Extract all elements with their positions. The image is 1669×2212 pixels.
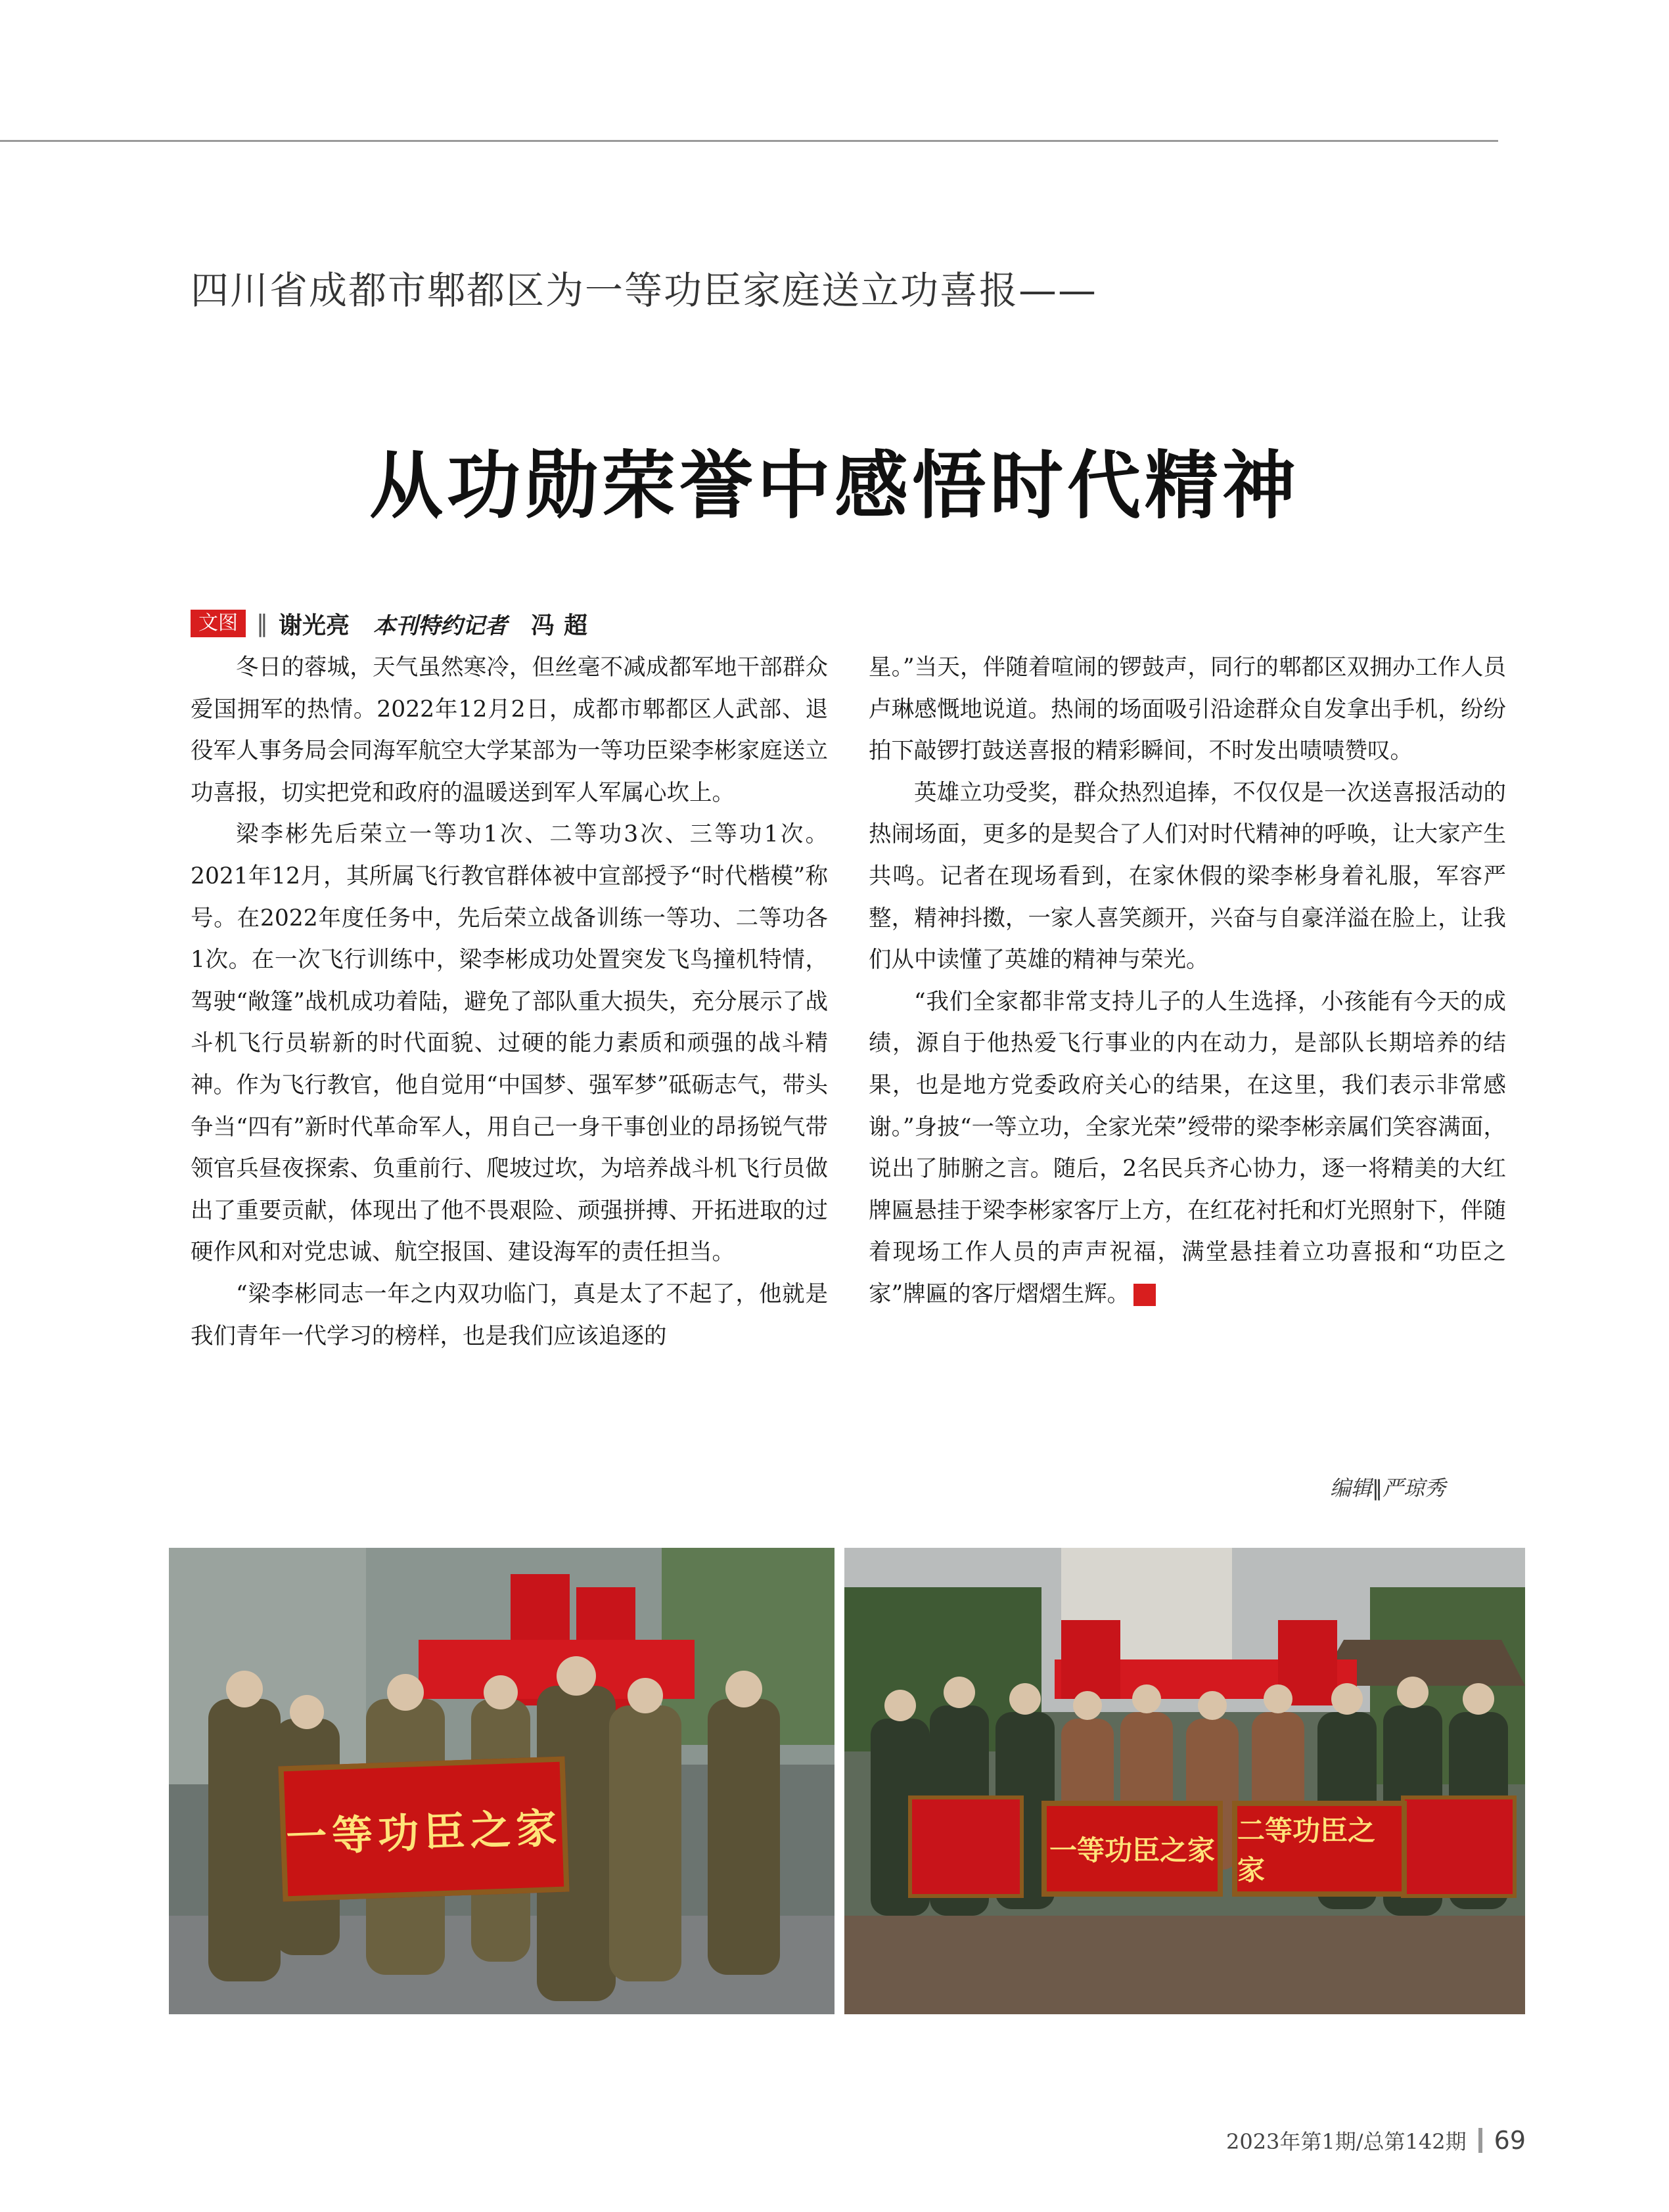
issue-label: 2023年第1期/总第142期 [1225,2129,1467,2154]
page-footer [1226,2121,1526,2160]
photo-procession [169,1548,834,2014]
author-name: 谢光亮 [279,612,350,639]
author-role: 本刊特约记者 [373,612,508,639]
article-column-left [191,647,828,1357]
folio-divider [1478,2128,1482,2153]
headline: 从功勋荣誉中感悟时代精神 [369,443,1300,529]
honor-plaque: 一等功臣之家 [279,1756,570,1901]
author-name: 冯超 [531,612,597,639]
editor-credit: 编辑‖严琼秀 [1329,1476,1446,1501]
honor-plaque: 二等功臣之家 [1232,1801,1407,1897]
paragraph: 冬日的蓉城，天气虽然寒冷，但丝毫不减成都军地干部群众爱国拥军的热情。2022年12月2日，成都市郫都区人武部、退役军人事务局会同海军航空大学某部为一等功臣梁李彬家庭送立功喜报，切实把党和政府的温暖送到军人军属心坎上。 [191,654,828,806]
paragraph: 星。”当天，伴随着喧闹的锣鼓声，同行的郫都区双拥办工作人员卢琳感慨地说道。热闹的场面吸引沿途群众自发拿出手机，纷纷拍下敲锣打鼓送喜报的精彩瞬间，不时发出啧啧赞叹。 [869,654,1506,765]
article-column-right [869,647,1506,1316]
byline-separator: ‖ [256,610,268,637]
top-rule [0,140,1498,142]
paragraph-text: “我们全家都非常支持儿子的人生选择，小孩能有今天的成绩，源自于他热爱飞行事业的内在动力，是部队长期培养的结果，也是地方党委政府关心的结果，在这里，我们表示非常感谢。”身披“一等立功，全家光荣”绶带的梁李彬亲属们笑容满面，说出了肺腑之言。随后，2名民兵齐心协力，逐一将精美的大红牌匾悬挂于梁李彬家客厅上方，在红花衬托和灯光照射下，伴随着现场工作人员的声声祝福，满堂悬挂着立功喜报和“功臣之家”牌匾的客厅熠熠生辉。 [869,988,1506,1307]
page-number: 69 [1494,2126,1526,2155]
kicker: 四川省成都市郫都区为一等功臣家庭送立功喜报—— [191,268,1098,313]
honor-plaque: 一等功臣之家 [1041,1801,1223,1897]
photo-family-group-scene [844,1548,1525,2014]
byline [191,608,597,639]
byline-tag: 文图 [191,610,246,637]
paragraph: 英雄立功受奖，群众热烈追捧，不仅仅是一次送喜报活动的热闹场面，更多的是契合了人们对时代精神的呼唤，让大家产生共鸣。记者在现场看到，在家休假的梁李彬身着礼服，军容严整，精神抖擞，一家人喜笑颜开，兴奋与自豪洋溢在脸上，让我们从中读懂了英雄的精神与荣光。 [869,779,1506,974]
paragraph: “梁李彬同志一年之内双功临门，真是太了不起了，他就是我们青年一代学习的榜样，也是我们应该追逐的 [191,1280,828,1349]
photo-family-group [844,1548,1525,2014]
paragraph: 梁李彬先后荣立一等功1次、二等功3次、三等功1次。2021年12月，其所属飞行教官群体被中宣部授予“时代楷模”称号。在2022年度任务中，先后荣立战备训练一等功、二等功各1次。在一次飞行训练中，梁李彬成功处置突发飞鸟撞机特情，驾驶“敞篷”战机成功着陆，避免了部队重大损失，充分展示了战斗机飞行员崭新的时代面貌、过硬的能力素质和顽强的战斗精神。作为飞行教官，他自觉用“中国梦、强军梦”砥砺志气，带头争当“四有”新时代革命军人，用自己一身干事创业的昂扬锐气带领官兵昼夜探索、负重前行、爬坡过坎，为培养战斗机飞行员做出了重要贡献，体现出了他不畏艰险、顽强拼搏、开拓进取的过硬作风和对党忠诚、航空报国、建设海军的责任担当。 [191,821,828,1266]
paragraph [869,982,1506,1316]
end-mark-icon: G [1133,1284,1156,1306]
